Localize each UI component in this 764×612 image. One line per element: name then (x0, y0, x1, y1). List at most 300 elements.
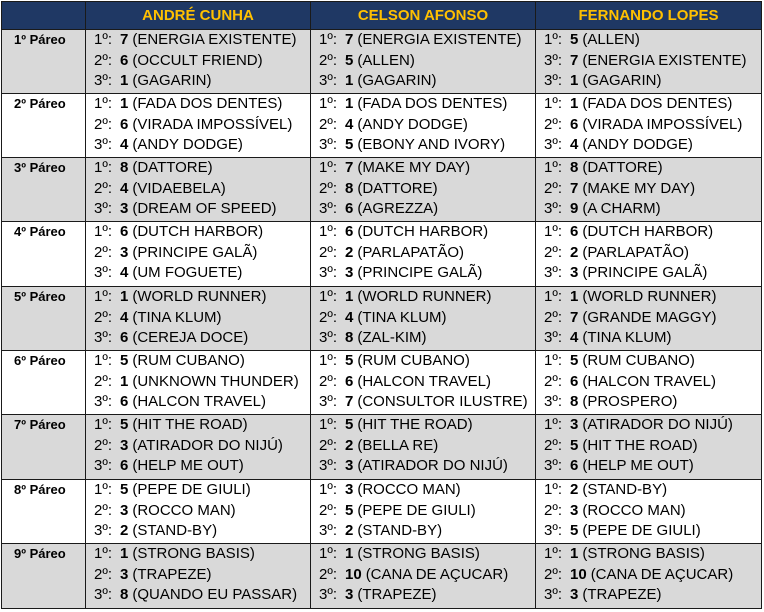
pick-line (319, 199, 535, 220)
horse-number: 8 (570, 393, 579, 411)
pick-line (319, 287, 535, 308)
pick-line (544, 351, 761, 372)
horse-number: 3 (120, 565, 129, 583)
horse-name: (RUM CUBANO) (582, 352, 695, 369)
pick-position: 3º: (544, 51, 562, 69)
pick-line (319, 263, 535, 284)
pick-position: 2º: (94, 565, 112, 583)
horse-number: 7 (345, 159, 354, 176)
race-label: 4º Páreo (2, 222, 86, 287)
pick-position: 2º: (94, 179, 112, 197)
pick-position: 1º: (544, 95, 562, 112)
horse-name: (ANDY DODGE) (582, 136, 693, 154)
race-row (2, 415, 762, 480)
horse-number: 6 (570, 457, 579, 475)
horse-name: (DUTCH HARBOR) (132, 223, 264, 240)
horse-number: 5 (345, 51, 354, 69)
pick-position: 3º: (544, 72, 562, 90)
horse-number: 3 (345, 586, 354, 604)
pick-position: 1º: (544, 31, 562, 48)
pick-position: 3º: (544, 136, 562, 154)
horse-number: 7 (570, 308, 579, 326)
horse-name: (STRONG BASIS) (357, 545, 480, 562)
pick-line (94, 456, 310, 477)
pick-position: 1º: (544, 352, 562, 369)
horse-name: (PRINCIPE GALÃ) (132, 243, 258, 261)
horse-number: 2 (570, 481, 579, 498)
horse-number: 5 (345, 416, 354, 433)
horse-number: 4 (570, 136, 579, 154)
pick-position: 3º: (319, 329, 337, 347)
horse-number: 6 (120, 115, 129, 133)
pick-line (319, 501, 535, 522)
horse-number: 1 (120, 95, 129, 112)
pick-line (94, 372, 310, 393)
pick-line (544, 436, 761, 457)
race-row (2, 480, 762, 544)
horse-name: (CEREJA DOCE) (132, 329, 249, 347)
pick-position: 3º: (94, 264, 112, 282)
horse-name: (ROCCO MAN) (357, 481, 461, 498)
pick-position: 3º: (544, 586, 562, 604)
race-label: 1º Páreo (2, 30, 86, 94)
pick-line (544, 51, 761, 72)
pick-line (544, 199, 761, 220)
horse-number: 2 (120, 522, 129, 540)
horse-name: (DATTORE) (132, 159, 213, 176)
pick-position: 1º: (319, 416, 337, 433)
horse-name: (WORLD RUNNER) (132, 288, 267, 305)
horse-name: (RUM CUBANO) (132, 352, 245, 369)
horse-number: 3 (120, 436, 129, 454)
horse-name: (TRAPEZE) (357, 586, 437, 604)
pick-line (544, 585, 761, 606)
horse-number: 5 (345, 501, 354, 519)
race-label: 3º Páreo (2, 158, 86, 222)
horse-name: (PEPE DE GIULI) (132, 481, 251, 498)
pick-line (319, 544, 535, 565)
pick-line (544, 544, 761, 565)
picks-cell-andre-cunha (86, 415, 311, 480)
horse-name: (STRONG BASIS) (132, 545, 255, 562)
horse-number: 4 (570, 329, 579, 347)
horse-number: 3 (345, 481, 354, 498)
pick-line (94, 415, 310, 436)
horse-number: 6 (345, 200, 354, 218)
horse-number: 1 (120, 372, 129, 390)
pick-line (319, 51, 535, 72)
pick-line (544, 287, 761, 308)
horse-number: 7 (570, 179, 579, 197)
horse-number: 1 (120, 288, 129, 305)
horse-number: 3 (570, 501, 579, 519)
pick-line (319, 308, 535, 329)
horse-number: 1 (570, 545, 579, 562)
pick-position: 3º: (319, 522, 337, 540)
race-label: 8º Páreo (2, 480, 86, 544)
pick-position: 3º: (94, 457, 112, 475)
horse-name: (FADA DOS DENTES) (357, 95, 508, 112)
pick-position: 2º: (94, 436, 112, 454)
horse-number: 5 (570, 31, 579, 48)
horse-name: (STAND-BY) (582, 481, 668, 498)
horse-name: (ANDY DODGE) (357, 115, 468, 133)
horse-name: (TRAPEZE) (582, 586, 662, 604)
pick-position: 1º: (94, 31, 112, 48)
pick-line (94, 480, 310, 501)
horse-number: 4 (120, 136, 129, 154)
header-fernando-lopes: FERNANDO LOPES (536, 2, 762, 30)
pick-line (94, 521, 310, 542)
picks-cell-andre-cunha (86, 94, 311, 158)
horse-name: (GAGARIN) (132, 72, 212, 90)
horse-name: (ATIRADOR DO NIJÚ) (357, 457, 508, 475)
horse-name: (TINA KLUM) (132, 308, 222, 326)
pick-position: 2º: (94, 501, 112, 519)
pick-line (319, 456, 535, 477)
picks-cell-fernando-lopes (536, 287, 762, 351)
horse-name: (ATIRADOR DO NIJÚ) (582, 416, 733, 433)
horse-name: (ROCCO MAN) (582, 501, 686, 519)
pick-position: 1º: (94, 416, 112, 433)
pick-line (94, 199, 310, 220)
horse-number: 7 (120, 31, 129, 48)
pick-line (94, 501, 310, 522)
horse-number: 1 (345, 72, 354, 90)
horse-name: (FADA DOS DENTES) (582, 95, 733, 112)
pick-position: 2º: (319, 436, 337, 454)
pick-line (94, 51, 310, 72)
pick-line (319, 158, 535, 179)
pick-position: 2º: (544, 179, 562, 197)
horse-number: 5 (345, 136, 354, 154)
pick-line (94, 115, 310, 136)
horse-number: 9 (570, 200, 579, 218)
pick-line (544, 30, 761, 51)
horse-number: 6 (120, 457, 129, 475)
horse-name: (A CHARM) (582, 200, 661, 218)
pick-position: 2º: (94, 372, 112, 390)
pick-line (319, 415, 535, 436)
horse-name: (TRAPEZE) (132, 565, 212, 583)
pick-line (544, 222, 761, 243)
picks-cell-andre-cunha (86, 287, 311, 351)
pick-line (94, 263, 310, 284)
pick-position: 1º: (94, 288, 112, 305)
pick-line (94, 392, 310, 413)
pick-position: 1º: (94, 545, 112, 562)
pick-line (544, 480, 761, 501)
horse-number: 5 (120, 352, 129, 369)
horse-number: 1 (570, 288, 579, 305)
horse-name: (PROSPERO) (582, 393, 678, 411)
picks-cell-celson-afonso (311, 415, 536, 480)
horse-name: (HELP ME OUT) (582, 457, 694, 475)
horse-name: (BELLA RE) (357, 436, 439, 454)
horse-number: 8 (345, 179, 354, 197)
horse-number: 3 (570, 264, 579, 282)
pick-position: 1º: (94, 481, 112, 498)
horse-number: 3 (345, 457, 354, 475)
pick-position: 2º: (319, 501, 337, 519)
pick-line (319, 30, 535, 51)
horse-name: (GAGARIN) (582, 72, 662, 90)
horse-name: (PEPE DE GIULI) (357, 501, 476, 519)
horse-name: (HALCON TRAVEL) (582, 372, 716, 390)
horse-name: (TINA KLUM) (582, 329, 672, 347)
pick-line (319, 565, 535, 586)
pick-position: 3º: (94, 522, 112, 540)
pick-position: 2º: (94, 51, 112, 69)
pick-position: 3º: (94, 72, 112, 90)
pick-line (319, 392, 535, 413)
picks-cell-celson-afonso (311, 94, 536, 158)
pick-position: 3º: (94, 586, 112, 604)
horse-number: 4 (345, 115, 354, 133)
pick-position: 3º: (544, 393, 562, 411)
pick-line (319, 179, 535, 200)
pick-line (544, 135, 761, 156)
header-celson-afonso: CELSON AFONSO (311, 2, 536, 30)
horse-number: 6 (345, 223, 354, 240)
horse-number: 5 (345, 352, 354, 369)
horse-number: 5 (120, 416, 129, 433)
pick-line (544, 565, 761, 586)
horse-number: 7 (570, 51, 579, 69)
header-corner-cell (2, 2, 86, 30)
picks-cell-fernando-lopes (536, 158, 762, 222)
horse-number: 4 (120, 179, 129, 197)
pick-line (544, 179, 761, 200)
horse-name: (PRINCIPE GALÃ) (582, 264, 708, 282)
pick-line (319, 585, 535, 606)
pick-line (544, 392, 761, 413)
pick-position: 3º: (94, 136, 112, 154)
horse-name: (STAND-BY) (132, 522, 218, 540)
horse-name: (MAKE MY DAY) (582, 179, 696, 197)
race-label: 5º Páreo (2, 287, 86, 351)
pick-position: 3º: (319, 200, 337, 218)
pick-line (319, 115, 535, 136)
horse-name: (ENERGIA EXISTENTE) (132, 31, 297, 48)
pick-line (94, 544, 310, 565)
horse-number: 10 (570, 565, 587, 583)
pick-line (94, 585, 310, 606)
horse-number: 1 (345, 288, 354, 305)
pick-position: 3º: (94, 329, 112, 347)
pick-position: 1º: (319, 223, 337, 240)
horse-number: 4 (345, 308, 354, 326)
horse-name: (EBONY AND IVORY) (357, 136, 506, 154)
horse-name: (PRINCIPE GALÃ) (357, 264, 483, 282)
pick-position: 2º: (319, 565, 337, 583)
horse-number: 1 (345, 545, 354, 562)
pick-position: 2º: (544, 565, 562, 583)
horse-number: 10 (345, 565, 362, 583)
pick-position: 2º: (544, 243, 562, 261)
horse-name: (DUTCH HARBOR) (357, 223, 489, 240)
horse-name: (UM FOGUETE) (132, 264, 243, 282)
pick-line (94, 328, 310, 349)
horse-name: (QUANDO EU PASSAR) (132, 586, 298, 604)
pick-line (319, 243, 535, 264)
horse-number: 3 (345, 264, 354, 282)
horse-name: (VIRADA IMPOSSÍVEL) (132, 115, 293, 133)
pick-position: 1º: (544, 288, 562, 305)
horse-name: (ANDY DODGE) (132, 136, 243, 154)
horse-name: (GRANDE MAGGY) (582, 308, 717, 326)
horse-name: (CONSULTOR ILUSTRE) (357, 393, 528, 411)
horse-name: (MAKE MY DAY) (357, 159, 471, 176)
horse-number: 5 (570, 522, 579, 540)
pick-line (94, 436, 310, 457)
horse-name: (ROCCO MAN) (132, 501, 236, 519)
picks-cell-andre-cunha (86, 544, 311, 609)
horse-name: (WORLD RUNNER) (582, 288, 717, 305)
pick-position: 3º: (544, 329, 562, 347)
horse-number: 3 (120, 200, 129, 218)
pick-line (544, 456, 761, 477)
picks-cell-andre-cunha (86, 30, 311, 94)
pick-line (94, 94, 310, 115)
race-label: 2º Páreo (2, 94, 86, 158)
race-row (2, 544, 762, 609)
pick-position: 3º: (544, 457, 562, 475)
pick-line (544, 415, 761, 436)
pick-line (544, 243, 761, 264)
horse-number: 8 (120, 159, 129, 176)
horse-number: 7 (345, 393, 354, 411)
pick-position: 2º: (94, 243, 112, 261)
pick-position: 1º: (319, 352, 337, 369)
pick-position: 1º: (544, 159, 562, 176)
picks-cell-andre-cunha (86, 158, 311, 222)
pick-position: 3º: (319, 393, 337, 411)
race-row (2, 158, 762, 222)
pick-position: 2º: (544, 115, 562, 133)
picks-cell-andre-cunha (86, 351, 311, 415)
pick-position: 1º: (319, 95, 337, 112)
pick-position: 2º: (319, 115, 337, 133)
horse-name: (PARLAPATÃO) (582, 243, 690, 261)
horse-name: (UNKNOWN THUNDER) (132, 372, 299, 390)
pick-line (544, 501, 761, 522)
horse-name: (RUM CUBANO) (357, 352, 470, 369)
pick-position: 3º: (319, 457, 337, 475)
horse-name: (DUTCH HARBOR) (582, 223, 714, 240)
horse-name: (OCCULT FRIEND) (132, 51, 263, 69)
horse-number: 8 (570, 159, 579, 176)
horse-number: 3 (570, 416, 579, 433)
pick-line (319, 372, 535, 393)
horse-name: (HIT THE ROAD) (132, 416, 248, 433)
horse-number: 6 (570, 115, 579, 133)
horse-name: (PEPE DE GIULI) (582, 522, 701, 540)
horse-number: 8 (120, 586, 129, 604)
horse-name: (ENERGIA EXISTENTE) (582, 51, 747, 69)
pick-line (319, 480, 535, 501)
header-andre-cunha: ANDRÉ CUNHA (86, 2, 311, 30)
pick-line (319, 222, 535, 243)
picks-cell-celson-afonso (311, 287, 536, 351)
pick-line (544, 308, 761, 329)
pick-line (544, 158, 761, 179)
pick-position: 2º: (544, 501, 562, 519)
picks-cell-fernando-lopes (536, 222, 762, 287)
horse-name: (CANA DE AÇUCAR) (365, 565, 509, 583)
horse-name: (VIRADA IMPOSSÍVEL) (582, 115, 743, 133)
pick-line (94, 243, 310, 264)
pick-position: 1º: (544, 416, 562, 433)
pick-position: 3º: (94, 393, 112, 411)
pick-line (319, 436, 535, 457)
horse-number: 3 (120, 243, 129, 261)
horse-number: 6 (120, 51, 129, 69)
picks-cell-fernando-lopes (536, 351, 762, 415)
horse-name: (ALLEN) (582, 31, 640, 48)
horse-number: 6 (570, 372, 579, 390)
horse-name: (HALCON TRAVEL) (132, 393, 266, 411)
horse-number: 6 (345, 372, 354, 390)
pick-position: 1º: (319, 159, 337, 176)
pick-position: 1º: (544, 223, 562, 240)
race-row (2, 222, 762, 287)
horse-name: (WORLD RUNNER) (357, 288, 492, 305)
horse-number: 2 (345, 243, 354, 261)
horse-name: (STRONG BASIS) (582, 545, 705, 562)
pick-line (544, 328, 761, 349)
picks-cell-fernando-lopes (536, 415, 762, 480)
picks-cell-fernando-lopes (536, 544, 762, 609)
pick-line (94, 308, 310, 329)
pick-position: 1º: (319, 481, 337, 498)
horse-name: (CANA DE AÇUCAR) (590, 565, 734, 583)
pick-line (319, 521, 535, 542)
horse-name: (ALLEN) (357, 51, 415, 69)
horse-number: 2 (570, 243, 579, 261)
horse-number: 6 (120, 393, 129, 411)
horse-number: 5 (570, 436, 579, 454)
picks-cell-celson-afonso (311, 544, 536, 609)
horse-number: 1 (345, 95, 354, 112)
race-row (2, 351, 762, 415)
pick-position: 3º: (319, 136, 337, 154)
pick-line (94, 135, 310, 156)
pick-line (94, 565, 310, 586)
horse-name: (DATTORE) (357, 179, 438, 197)
horse-name: (STAND-BY) (357, 522, 443, 540)
horse-number: 3 (570, 586, 579, 604)
pick-position: 1º: (544, 481, 562, 498)
horse-name: (HIT THE ROAD) (357, 416, 473, 433)
picks-cell-fernando-lopes (536, 30, 762, 94)
horse-number: 7 (345, 31, 354, 48)
horse-name: (TINA KLUM) (357, 308, 447, 326)
pick-line (319, 328, 535, 349)
pick-position: 3º: (544, 264, 562, 282)
pick-position: 3º: (319, 72, 337, 90)
picks-cell-fernando-lopes (536, 94, 762, 158)
pick-position: 1º: (319, 31, 337, 48)
horse-name: (AGREZZA) (357, 200, 439, 218)
picks-cell-andre-cunha (86, 222, 311, 287)
pick-line (544, 263, 761, 284)
pick-position: 3º: (319, 586, 337, 604)
race-label: 7º Páreo (2, 415, 86, 480)
picks-cell-celson-afonso (311, 222, 536, 287)
pick-line (319, 94, 535, 115)
pick-position: 1º: (319, 288, 337, 305)
